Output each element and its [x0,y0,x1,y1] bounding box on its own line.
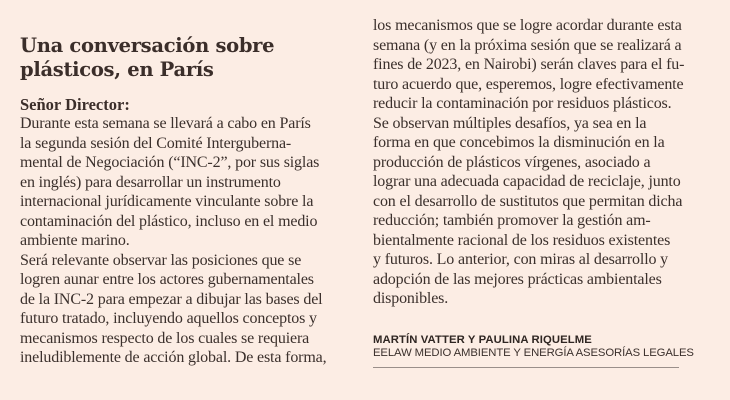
title-line: plásticos, en París [20,58,214,81]
body-line: mecanismos respecto de los cuales se requiera [20,329,310,347]
body-line: lograr una adecuada capacidad de reciclaje, junto [373,173,681,190]
article-title [20,34,350,82]
author-names: MARTÍN VATTER Y PAULINA RIQUELME [373,334,592,346]
body-line: bientalmente racional de los residuos existentes [373,231,671,249]
body-line: futuro tratado, incluyendo aquellos conceptos y [20,310,317,327]
signature-block [373,334,694,360]
body-line: Durante esta semana se llevará a cabo en París [20,115,311,132]
body-line: adopción de las mejores prácticas ambientales [373,270,662,288]
title-line: Una conversación sobre [20,34,275,57]
body-line: logren aunar entre los actores gubernamentales [20,271,314,288]
body-line: ambiente marino. [20,232,130,249]
right-column-body [373,16,684,309]
body-line: los mecanismos que se logre acordar durante esta [373,17,682,34]
salutation: Señor Director: [20,95,130,114]
body-line: reducir la contaminación por residuos plásticos. [373,95,672,112]
body-line: forma en que concebimos la disminución en la [373,134,665,151]
body-line: Será relevante observar las posiciones que se [20,251,302,269]
body-line: de la INC-2 para empezar a dibujar las bases del [20,290,323,308]
body-line: en inglés) para desarrollar un instrumento [20,173,281,191]
body-line: mental de Negociación (“INC-2”, por sus siglas [20,154,320,171]
author-affiliation: EELAW MEDIO AMBIENTE Y ENERGÍA ASESORÍAS LEGALES [373,347,694,359]
body-line: internacional jurídicamente vinculante sobre la [20,193,314,210]
signature-divider [373,367,679,368]
body-line: reducción; también promover la gestión am- [373,212,651,229]
body-line: producción de plásticos vírgenes, asociado a [373,153,651,171]
body-line: la segunda sesión del Comité Interguberna- [20,134,292,152]
body-line: disponibles. [373,290,449,307]
body-line: ineludiblemente de acción global. De esta forma, [20,349,327,366]
body-line: turo acuerdo que, esperemos, logre efectivamente [373,75,684,93]
body-line: semana (y en la próxima sesión que se realizará a [373,36,682,54]
left-column-body [20,114,326,368]
body-line: Se observan múltiples desafíos, ya sea en la [373,114,647,132]
body-line: y futuros. Lo anterior, con miras al desarrollo y [373,251,669,268]
body-line: fines de 2023, en Nairobi) serán claves para el fu- [373,56,685,73]
body-line: con el desarrollo de sustitutos que permitan dicha [373,192,683,210]
body-line: contaminación del plástico, incluso en el medio [20,212,318,230]
